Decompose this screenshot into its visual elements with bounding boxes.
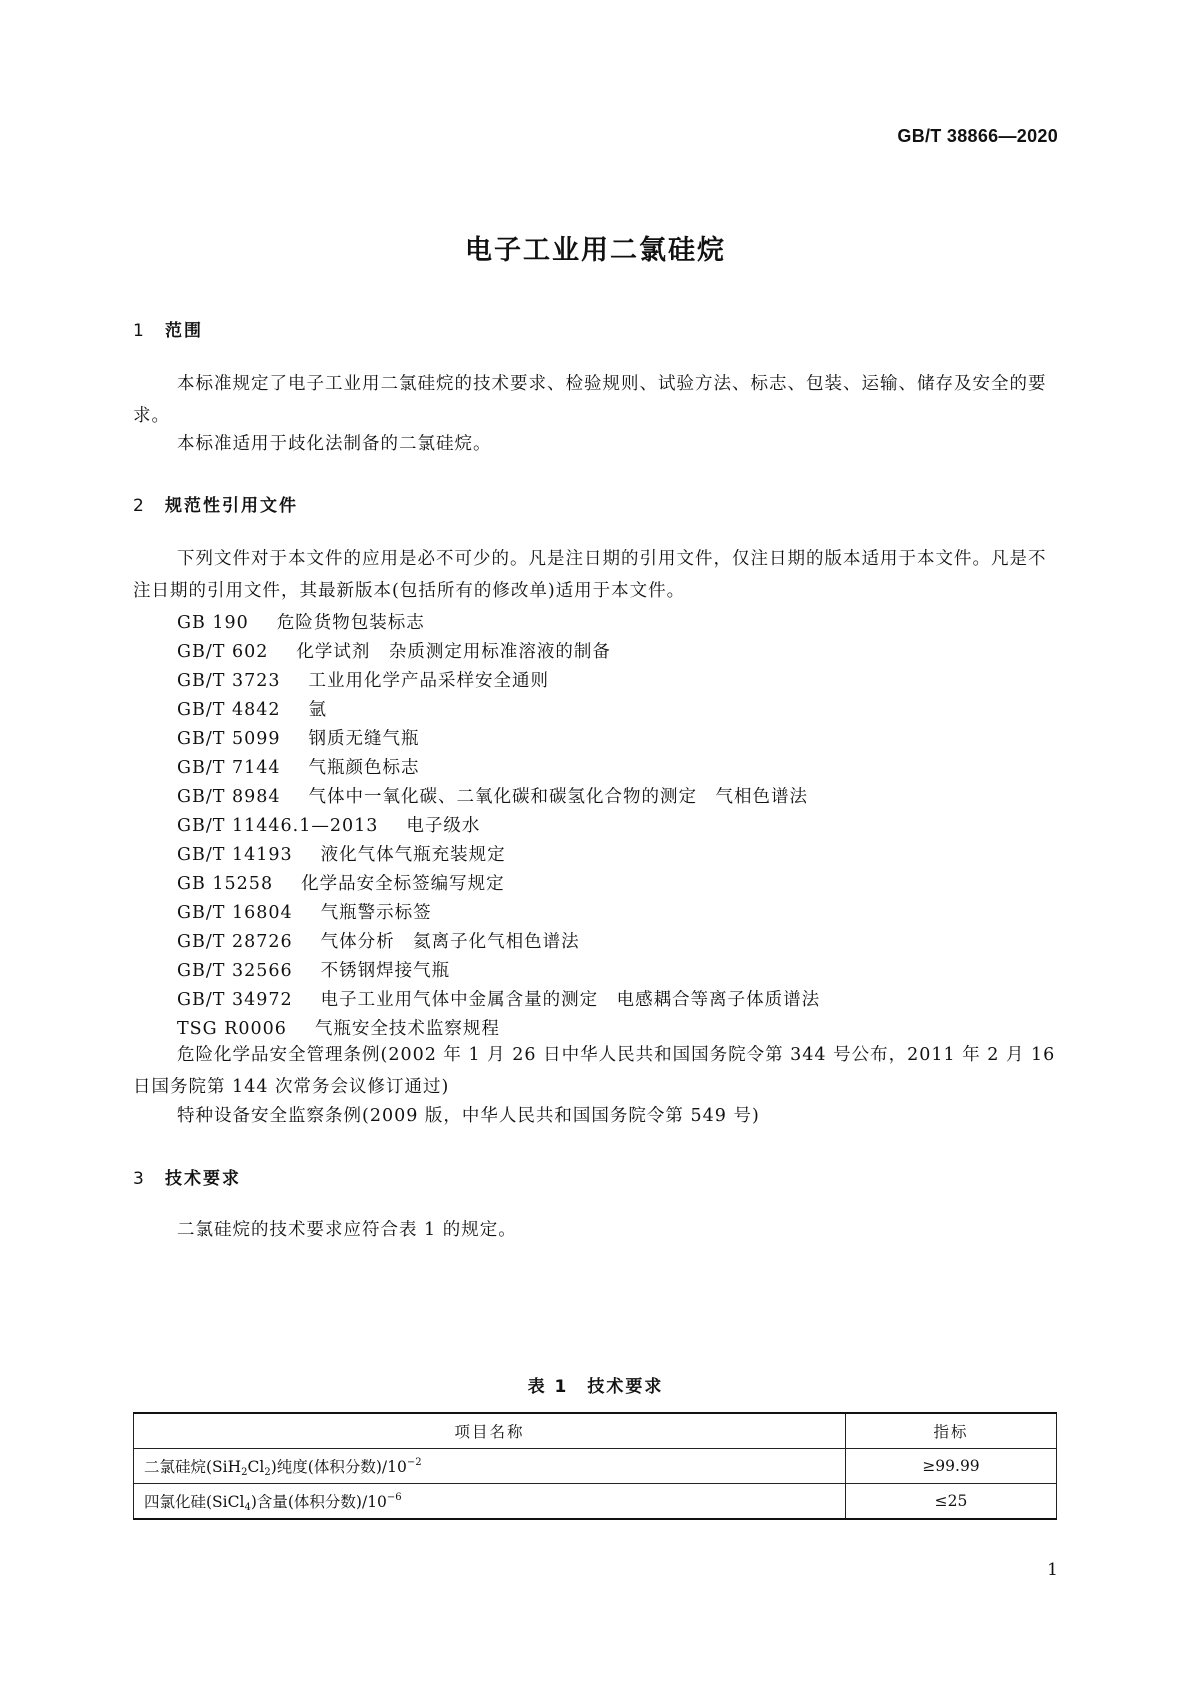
reference-code: GB/T 34972 xyxy=(177,990,293,1010)
section-number: 1 xyxy=(133,321,146,341)
reference-title: 化学试剂 杂质测定用标准溶液的制备 xyxy=(296,642,611,662)
reference-code: GB/T 14193 xyxy=(177,845,293,865)
reference-code: TSG R0006 xyxy=(177,1019,287,1039)
reference-item xyxy=(177,812,480,837)
paragraph-text: 下列文件对于本文件的应用是必不可少的。凡是注日期的引用文件，仅注日期的版本适用于本文件。凡是不注日期的引用文件，其最新版本(包括所有的修改单)适用于本文件。 xyxy=(133,549,1047,601)
superscript: −2 xyxy=(406,1456,422,1468)
reference-title: 氩 xyxy=(308,700,328,720)
item-text: )纯度(体积分数)/10 xyxy=(270,1457,407,1476)
indicator-cell: ≤25 xyxy=(846,1484,1057,1520)
indicator-cell: ≥99.99 xyxy=(846,1449,1057,1484)
section-1-heading xyxy=(133,316,203,341)
reference-item xyxy=(177,725,420,750)
reference-title: 危险货物包装标志 xyxy=(276,613,425,633)
section-number: 3 xyxy=(133,1169,146,1189)
reference-title: 工业用化学产品采样安全通则 xyxy=(308,671,550,691)
item-text: 二氯硅烷(SiH xyxy=(144,1457,242,1476)
section-title: 规范性引用文件 xyxy=(165,496,298,516)
reference-item xyxy=(177,696,327,721)
reference-item xyxy=(177,870,505,895)
technical-requirements-table xyxy=(133,1412,1057,1520)
item-name-cell xyxy=(134,1449,846,1484)
section-number: 2 xyxy=(133,496,146,516)
reference-code: GB/T 28726 xyxy=(177,932,293,952)
reference-code: GB/T 8984 xyxy=(177,787,281,807)
document-title: 电子工业用二氯硅烷 xyxy=(465,235,726,266)
reference-title: 气瓶安全技术监察规程 xyxy=(314,1019,500,1039)
reference-title: 气体中一氧化碳、二氧化碳和碳氢化合物的测定 气相色谱法 xyxy=(308,787,809,807)
item-text: 四氯化硅(SiCl xyxy=(144,1492,245,1511)
subscript: 2 xyxy=(241,1466,248,1478)
reference-title: 气瓶警示标签 xyxy=(320,903,432,923)
section-3-heading xyxy=(133,1164,241,1189)
reference-item xyxy=(177,1015,500,1040)
reference-code: GB/T 5099 xyxy=(177,729,281,749)
paragraph-text: 特种设备安全监察条例(2009 版，中华人民共和国国务院令第 549 号) xyxy=(177,1106,760,1126)
reference-code: GB/T 32566 xyxy=(177,961,293,981)
reference-title: 气体分析 氦离子化气相色谱法 xyxy=(320,932,580,952)
superscript: −6 xyxy=(386,1491,402,1503)
reference-code: GB/T 4842 xyxy=(177,700,281,720)
subscript: 4 xyxy=(244,1501,251,1513)
paragraph-text: 危险化学品安全管理条例(2002 年 1 月 26 日中华人民共和国国务院令第 344 号公布，2011 年 2 月 16 日国务院第 144 次常务会议修订通过) xyxy=(133,1045,1056,1097)
section-3-paragraph-1 xyxy=(133,1214,1058,1246)
reference-title: 化学品安全标签编写规定 xyxy=(301,874,505,894)
reference-item xyxy=(177,754,420,779)
reference-item xyxy=(177,899,432,924)
standard-code: GB/T 38866—2020 xyxy=(897,126,1058,146)
section-1-paragraph-2 xyxy=(133,428,1058,460)
page-number: 1 xyxy=(1047,1560,1058,1580)
reference-item xyxy=(177,928,580,953)
header-item-name: 项目名称 xyxy=(134,1413,846,1449)
section-2-heading xyxy=(133,491,298,516)
table-row xyxy=(134,1449,1057,1484)
reference-title: 气瓶颜色标志 xyxy=(308,758,420,778)
reference-title: 钢质无缝气瓶 xyxy=(308,729,420,749)
regulation-1 xyxy=(133,1039,1058,1103)
section-title: 技术要求 xyxy=(165,1169,241,1189)
reference-code: GB/T 7144 xyxy=(177,758,281,778)
table-header-row xyxy=(134,1413,1057,1449)
item-text: Cl xyxy=(247,1457,265,1476)
reference-item xyxy=(177,957,450,982)
regulation-2 xyxy=(133,1100,1058,1132)
reference-title: 不锈钢焊接气瓶 xyxy=(320,961,451,981)
reference-title: 电子级水 xyxy=(406,816,481,836)
reference-code: GB/T 11446.1—2013 xyxy=(177,816,379,836)
reference-code: GB/T 16804 xyxy=(177,903,293,923)
reference-item xyxy=(177,638,611,663)
table-caption: 表 1 技术要求 xyxy=(527,1377,664,1397)
header-indicator: 指标 xyxy=(846,1413,1057,1449)
subscript: 2 xyxy=(264,1466,271,1478)
paragraph-text: 二氯硅烷的技术要求应符合表 1 的规定。 xyxy=(177,1220,517,1240)
reference-title: 电子工业用气体中金属含量的测定 电感耦合等离子体质谱法 xyxy=(320,990,821,1010)
item-name-cell xyxy=(134,1484,846,1520)
reference-code: GB/T 3723 xyxy=(177,671,281,691)
paragraph-text: 本标准规定了电子工业用二氯硅烷的技术要求、检验规则、试验方法、标志、包装、运输、储存及安全的要求。 xyxy=(133,374,1047,426)
reference-item xyxy=(177,783,808,808)
section-title: 范围 xyxy=(165,321,203,341)
item-text: )含量(体积分数)/10 xyxy=(250,1492,387,1511)
reference-item xyxy=(177,841,506,866)
paragraph-text: 本标准适用于歧化法制备的二氯硅烷。 xyxy=(177,434,492,454)
reference-code: GB/T 602 xyxy=(177,642,269,662)
section-2-paragraph-1 xyxy=(133,543,1058,607)
reference-title: 液化气体气瓶充装规定 xyxy=(320,845,506,865)
reference-item xyxy=(177,986,820,1011)
section-1-paragraph-1 xyxy=(133,368,1058,432)
reference-item xyxy=(177,667,549,692)
reference-code: GB 190 xyxy=(177,613,249,633)
reference-code: GB 15258 xyxy=(177,874,274,894)
table-row xyxy=(134,1484,1057,1520)
reference-item xyxy=(177,609,425,634)
